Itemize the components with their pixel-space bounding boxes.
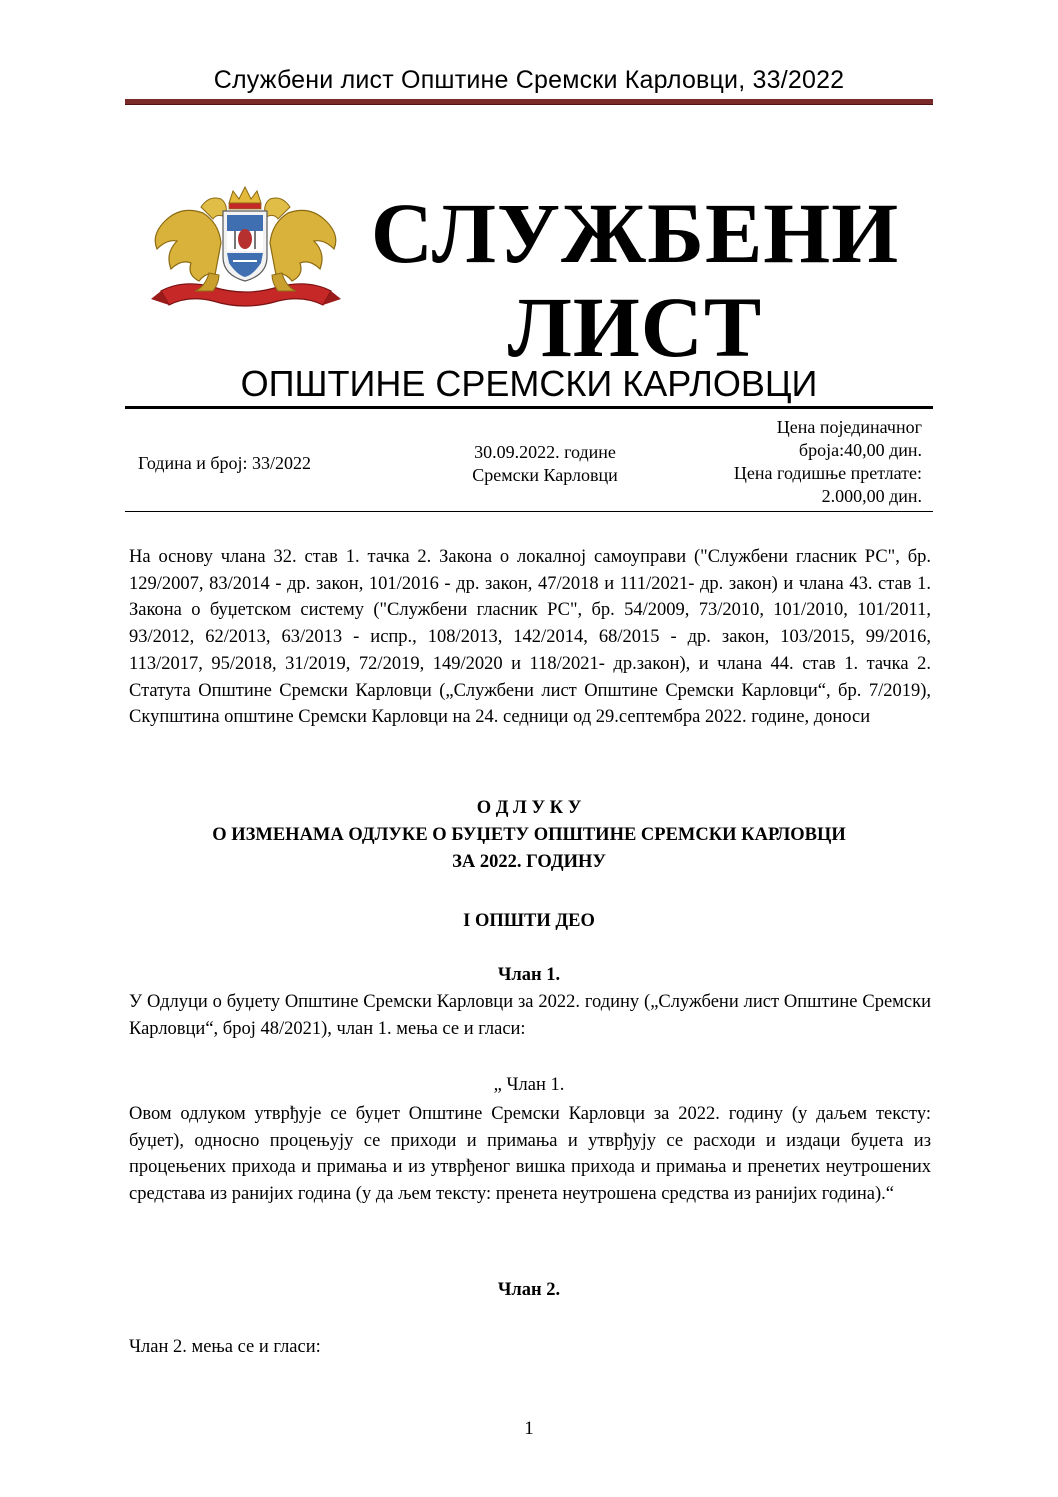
decision-title-line3: ЗА 2022. ГОДИНУ <box>452 852 606 872</box>
issue-price <box>680 416 922 508</box>
quoted-article-text: Овом одлуком утврђује се буџет Општине Сремски Карловци за 2022. годину (у даљем тексту: буџет), односно процењују се приходи и примања и утврђују се расходи и издаци буџета из процењених прихода и примања и из утврђеног вишка прихода и примања и пренетих неутрошених средстава из ранијих година (у да љем тексту: пренета неутрошена средства из ранијих година).“ <box>129 1104 931 1205</box>
masthead-rule <box>125 406 933 409</box>
quoted-article-heading: „ Члан 1. <box>493 1075 565 1095</box>
issue-year-number: Година и број: 33/2022 <box>138 453 312 473</box>
decision-title-line2: О ИЗМЕНАМА ОДЛУКЕ О БУЏЕТУ ОПШТИНЕ СРЕМСКИ КАРЛОВЦИ <box>212 825 846 845</box>
price-annual-line1: Цена годишње претлате: <box>733 463 922 483</box>
masthead-title <box>370 186 900 374</box>
masthead-subtitle: ОПШТИНЕ СРЕМСКИ КАРЛОВЦИ <box>240 363 818 404</box>
article-1-heading: Члан 1. <box>497 965 561 985</box>
running-header: Службени лист Општине Сремски Карловци, 33/2022 <box>213 66 845 94</box>
masthead-title-line2: ЛИСТ <box>507 279 763 375</box>
article-2-heading: Члан 2. <box>497 1280 561 1300</box>
article-2-text: Члан 2. мења се и гласи: <box>129 1337 321 1357</box>
article-1-text: У Одлуци о буџету Општине Сремски Карловци за 2022. годину („Службени лист Општине Сремски Карловци“, број 48/2021), члан 1. мења се и гласи: <box>129 992 931 1039</box>
decision-title-line1: О Д Л У К У <box>476 798 582 818</box>
issue-date: 30.09.2022. године <box>474 442 616 462</box>
header-rule <box>125 99 933 105</box>
coat-of-arms-logo <box>143 183 348 318</box>
issue-place: Сремски Карловци <box>472 465 618 485</box>
preamble-paragraph: На основу члана 32. став 1. тачка 2. Закона о локалној самоуправи ("Службени гласник РС", бр. 129/2007, 83/2014 - др. закон, 101/2016 - др. закон, 47/2018 и 111/2021- др. закон) и члана 43. став 1. Закона о буџетском систему ("Службени гласник РС", бр. 54/2009, 73/2010, 101/2010, 101/2011, 93/2012, 62/2013, 63/2013 - испр., 108/2013, 142/2014, 68/2015 - др. закон, 103/2015, 99/2016, 113/2017, 95/2018, 31/2019, 72/2019, 149/2020 и 118/2021- др.закон), и члана 44. став 1. тачка 2. Статута Општине Сремски Карловци („Службени лист Општине Сремски Карловци“, бр. 7/2019), Скупштина општине Сремски Карловци на 24. седници од 29.септембра 2022. године, доноси <box>129 547 931 728</box>
price-single-line1: Цена појединачног <box>776 417 922 437</box>
masthead-title-line1: СЛУЖБЕНИ <box>370 185 900 281</box>
section-title: I ОПШТИ ДЕО <box>463 911 595 931</box>
page-number: 1 <box>524 1418 534 1439</box>
issue-date-place <box>450 441 640 487</box>
decision-title <box>0 795 1058 876</box>
price-annual-line2: 2.000,00 дин. <box>821 486 922 506</box>
price-single-line2: броја:40,00 дин. <box>798 440 922 460</box>
issue-info-rule <box>125 511 933 512</box>
